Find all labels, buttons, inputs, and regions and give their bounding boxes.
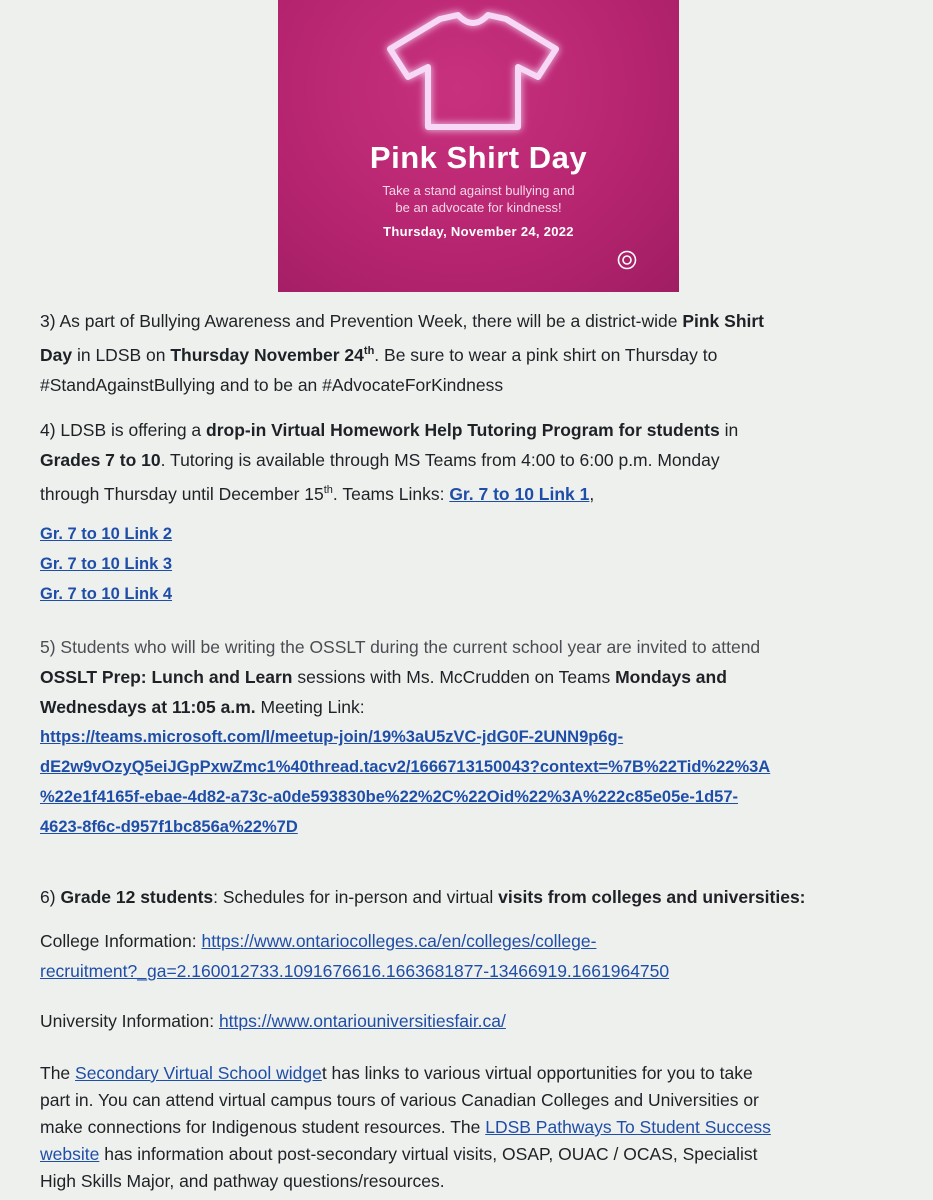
teams-link-1[interactable]: Gr. 7 to 10 Link 1 xyxy=(449,483,590,504)
t-shirt-icon xyxy=(378,5,568,140)
meeting-link-line-4[interactable]: 4623-8f6c-d957f1bc856a%22%7D xyxy=(40,818,298,836)
secondary-virtual-school-link[interactable]: Secondary Virtual School widge xyxy=(75,1063,322,1083)
banner-date: Thursday, November 24, 2022 xyxy=(383,224,574,239)
item-5-osslt: 5) Students who will be writing the OSSLT during the current school year are invited to attend OSSLT Prep: Lunch and Learn sessions with Ms. McCrudden on Teams Mondays and Wednesdays at 11:05 a.m. Meeting Link: https://teams.microsoft.com/l/meetup-join/19%3aU5zVC-jdG0F-2UNN9p6g- dE2w9vOzyQ5eiJGpPxwZmc1%40thread.tacv2/1666713150043?context=%7B%22Tid%22%3A %22e1f4165f-ebae-4d82-a73c-a0de593830be%22%2C%22Oid%22%3A%222c85e05e-1d57- 4623-8f6c-d957f1bc856a%22%7D xyxy=(40,637,771,836)
college-info-link[interactable]: https://www.ontariocolleges.ca/en/colleges/college- xyxy=(201,931,597,951)
pink-shirt-day-banner xyxy=(278,0,679,292)
teams-link-2[interactable]: Gr. 7 to 10 Link 2 xyxy=(40,524,173,543)
meeting-link-line-2[interactable]: dE2w9vOzyQ5eiJGpPxwZmc1%40thread.tacv2/1666713150043?context=%7B%22Tid%22%3A xyxy=(40,758,771,776)
teams-link-3[interactable]: Gr. 7 to 10 Link 3 xyxy=(40,554,173,573)
university-info-link[interactable]: https://www.ontariouniversitiesfair.ca/ xyxy=(218,1011,506,1031)
logo-badge-icon xyxy=(617,250,637,270)
banner-subtitle: Take a stand against bullying and be an advocate for kindness! xyxy=(382,183,575,215)
college-info-link-cont[interactable]: recruitment?_ga=2.160012733.1091676616.1663681877-13466919.1661964750 xyxy=(40,961,670,981)
teams-link-4[interactable]: Gr. 7 to 10 Link 4 xyxy=(40,584,173,603)
item-3-pink-shirt: 3) As part of Bullying Awareness and Prevention Week, there will be a district-wide Pink Shirt Day in LDSB on Thursday November 24th. Be sure to wear a pink shirt on Thursday to #StandAgainstBullying and to be an #AdvocateForKindness xyxy=(40,311,765,395)
ldsb-pathways-link[interactable]: LDSB Pathways To Student Success xyxy=(485,1117,771,1137)
ldsb-pathways-link-cont[interactable]: website xyxy=(40,1144,100,1164)
banner-title: Pink Shirt Day xyxy=(369,140,588,175)
item-6-visits: 6) Grade 12 students: Schedules for in-person and virtual visits from colleges and universities: College Information: https://www.ontariocolleges.ca/en/colleges/college- recruitment?_ga=2.160012733.1091676616.1663681877-13466919.1661964750 University Information: https://www.ontariouniversitiesfair.ca/ xyxy=(40,887,806,1031)
item-4-tutoring: 4) LDSB is offering a drop-in Virtual Homework Help Tutoring Program for students in Grades 7 to 10. Tutoring is available through MS Teams from 4:00 to 6:00 p.m. Monday through Thursday until December 15th. Teams Links: Gr. 7 to 10 Link 1, Gr. 7 to 10 Link 2 Gr. 7 to 10 Link 3 Gr. 7 to 10 Link 4 xyxy=(40,420,739,603)
meeting-link-line-3[interactable]: %22e1f4165f-ebae-4d82-a73c-a0de593830be%22%2C%22Oid%22%3A%222c85e05e-1d57- xyxy=(40,788,739,806)
meeting-link-line-1[interactable]: https://teams.microsoft.com/l/meetup-join/19%3aU5zVC-jdG0F-2UNN9p6g- xyxy=(40,728,624,746)
closing-paragraph: The Secondary Virtual School widget has links to various virtual opportunities for you to take part in. You can attend virtual campus tours of various Canadian Colleges and Universities or make connections for Indigenous student resources. The LDSB Pathways To Student Success website has information about post-secondary virtual visits, OSAP, OUAC / OCAS, Specialist High Skills Major, and pathway questions/resources. xyxy=(40,1063,771,1191)
